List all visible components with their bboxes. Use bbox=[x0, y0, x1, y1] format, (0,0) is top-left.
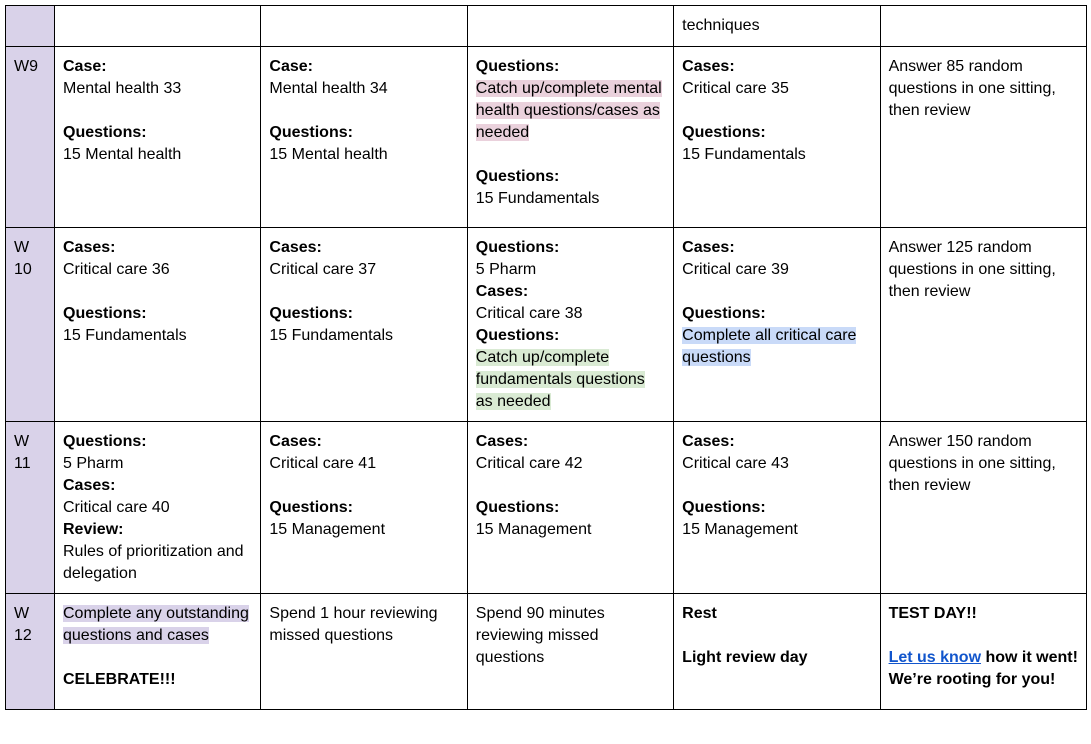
section-heading: Cases: bbox=[63, 477, 116, 494]
cell-text: Answer 85 random questions in one sitting, then review bbox=[888, 58, 1056, 119]
test-day-text: TEST DAY!! bbox=[888, 605, 977, 622]
day-cell bbox=[674, 47, 880, 228]
cell-text: Spend 1 hour reviewing missed questions bbox=[269, 605, 438, 644]
section-heading: Questions: bbox=[475, 168, 560, 185]
day-cell bbox=[261, 594, 467, 710]
day-cell bbox=[880, 6, 1086, 47]
week-label-cell bbox=[6, 422, 55, 594]
let-us-know-link[interactable]: Let us know bbox=[888, 649, 982, 666]
cell-text: techniques bbox=[682, 17, 760, 34]
cell-text: Mental health 33 bbox=[63, 80, 182, 97]
highlighted-text: Complete any outstanding questions and cases bbox=[63, 605, 249, 644]
cell-text: Critical care 38 bbox=[475, 305, 583, 322]
day-cell bbox=[467, 228, 673, 422]
day-cell bbox=[880, 47, 1086, 228]
cell-text: Critical care 39 bbox=[682, 261, 789, 278]
day-cell bbox=[55, 6, 261, 47]
cell-text: 15 Management bbox=[475, 521, 592, 538]
cell-text: Critical care 43 bbox=[682, 455, 789, 472]
cell-text: 15 Management bbox=[269, 521, 386, 538]
cell-text: Rules of prioritization and delegation bbox=[63, 543, 244, 582]
day-cell bbox=[674, 422, 880, 594]
week-label-cell bbox=[6, 6, 55, 47]
cell-text: Answer 125 random questions in one sitting, then review bbox=[888, 239, 1056, 300]
cell-text: Mental health 34 bbox=[269, 80, 388, 97]
cell-text: Critical care 36 bbox=[63, 261, 170, 278]
section-heading: Questions: bbox=[475, 327, 560, 344]
section-heading: Questions: bbox=[475, 239, 560, 256]
day-cell bbox=[674, 228, 880, 422]
section-heading: Questions: bbox=[682, 124, 766, 141]
cell-text: 5 Pharm bbox=[475, 261, 537, 278]
day-cell bbox=[880, 594, 1086, 710]
table-row bbox=[6, 228, 1087, 422]
study-plan-table bbox=[5, 5, 1087, 710]
rest-text: Rest bbox=[682, 605, 717, 622]
cell-text: 15 Mental health bbox=[269, 146, 388, 163]
cell-text: 5 Pharm bbox=[63, 455, 124, 472]
section-heading: Questions: bbox=[475, 499, 560, 516]
table-row bbox=[6, 422, 1087, 594]
day-cell bbox=[467, 6, 673, 47]
cell-text: 15 Mental health bbox=[63, 146, 182, 163]
section-heading: Cases: bbox=[475, 283, 529, 300]
cell-text: Spend 90 minutes reviewing missed questions bbox=[475, 605, 605, 666]
section-heading: Case: bbox=[63, 58, 107, 75]
section-heading: Questions: bbox=[63, 433, 147, 450]
cell-text: Critical care 35 bbox=[682, 80, 789, 97]
cell-text: 15 Fundamentals bbox=[269, 327, 394, 344]
cell-text: 15 Fundamentals bbox=[475, 190, 600, 207]
week-label: W9 bbox=[14, 58, 38, 75]
day-cell bbox=[261, 228, 467, 422]
table-row bbox=[6, 6, 1087, 47]
cell-text: Critical care 41 bbox=[269, 455, 377, 472]
cell-text: how it went! We’re rooting for you! bbox=[888, 649, 1078, 688]
day-cell bbox=[55, 594, 261, 710]
section-heading: Cases: bbox=[269, 433, 322, 450]
day-cell bbox=[674, 6, 880, 47]
cell-text: Critical care 40 bbox=[63, 499, 170, 516]
section-heading: Questions: bbox=[269, 499, 353, 516]
day-cell bbox=[55, 422, 261, 594]
table-row bbox=[6, 47, 1087, 228]
section-heading: Case: bbox=[269, 58, 313, 75]
day-cell bbox=[55, 47, 261, 228]
day-cell bbox=[880, 228, 1086, 422]
section-heading: Questions: bbox=[63, 124, 147, 141]
day-cell bbox=[674, 594, 880, 710]
week-label-cell bbox=[6, 228, 55, 422]
week-label-cell bbox=[6, 47, 55, 228]
day-cell bbox=[55, 228, 261, 422]
section-heading: Questions: bbox=[269, 305, 353, 322]
cell-text: Critical care 37 bbox=[269, 261, 377, 278]
highlighted-text: Complete all critical care questions bbox=[682, 327, 857, 366]
cell-text: 15 Management bbox=[682, 521, 798, 538]
week-label: W 12 bbox=[14, 605, 32, 644]
section-heading: Questions: bbox=[682, 305, 766, 322]
day-cell bbox=[467, 594, 673, 710]
section-heading: Cases: bbox=[682, 239, 735, 256]
week-label: W 10 bbox=[14, 239, 32, 278]
day-cell bbox=[261, 422, 467, 594]
highlighted-text: Catch up/complete mental health questions/cases as needed bbox=[475, 80, 662, 141]
section-heading: Cases: bbox=[682, 433, 735, 450]
section-heading: Review: bbox=[63, 521, 124, 538]
day-cell bbox=[261, 6, 467, 47]
section-heading: Cases: bbox=[63, 239, 116, 256]
cell-text: Answer 150 random questions in one sitting, then review bbox=[888, 433, 1056, 494]
week-label-cell bbox=[6, 594, 55, 710]
day-cell bbox=[880, 422, 1086, 594]
day-cell bbox=[261, 47, 467, 228]
cell-text: Critical care 42 bbox=[475, 455, 583, 472]
celebrate-text: CELEBRATE!!! bbox=[63, 671, 176, 688]
cell-text: 15 Fundamentals bbox=[682, 146, 806, 163]
week-label: W 11 bbox=[14, 433, 31, 472]
section-heading: Questions: bbox=[63, 305, 147, 322]
cell-text: 15 Fundamentals bbox=[63, 327, 187, 344]
day-cell bbox=[467, 47, 673, 228]
light-review-text: Light review day bbox=[682, 649, 808, 666]
table-row bbox=[6, 594, 1087, 710]
section-heading: Cases: bbox=[269, 239, 322, 256]
highlighted-text: Catch up/complete fundamentals questions as needed bbox=[475, 349, 645, 410]
section-heading: Cases: bbox=[475, 433, 529, 450]
section-heading: Cases: bbox=[682, 58, 735, 75]
day-cell bbox=[467, 422, 673, 594]
section-heading: Questions: bbox=[475, 58, 560, 75]
section-heading: Questions: bbox=[682, 499, 766, 516]
section-heading: Questions: bbox=[269, 124, 353, 141]
